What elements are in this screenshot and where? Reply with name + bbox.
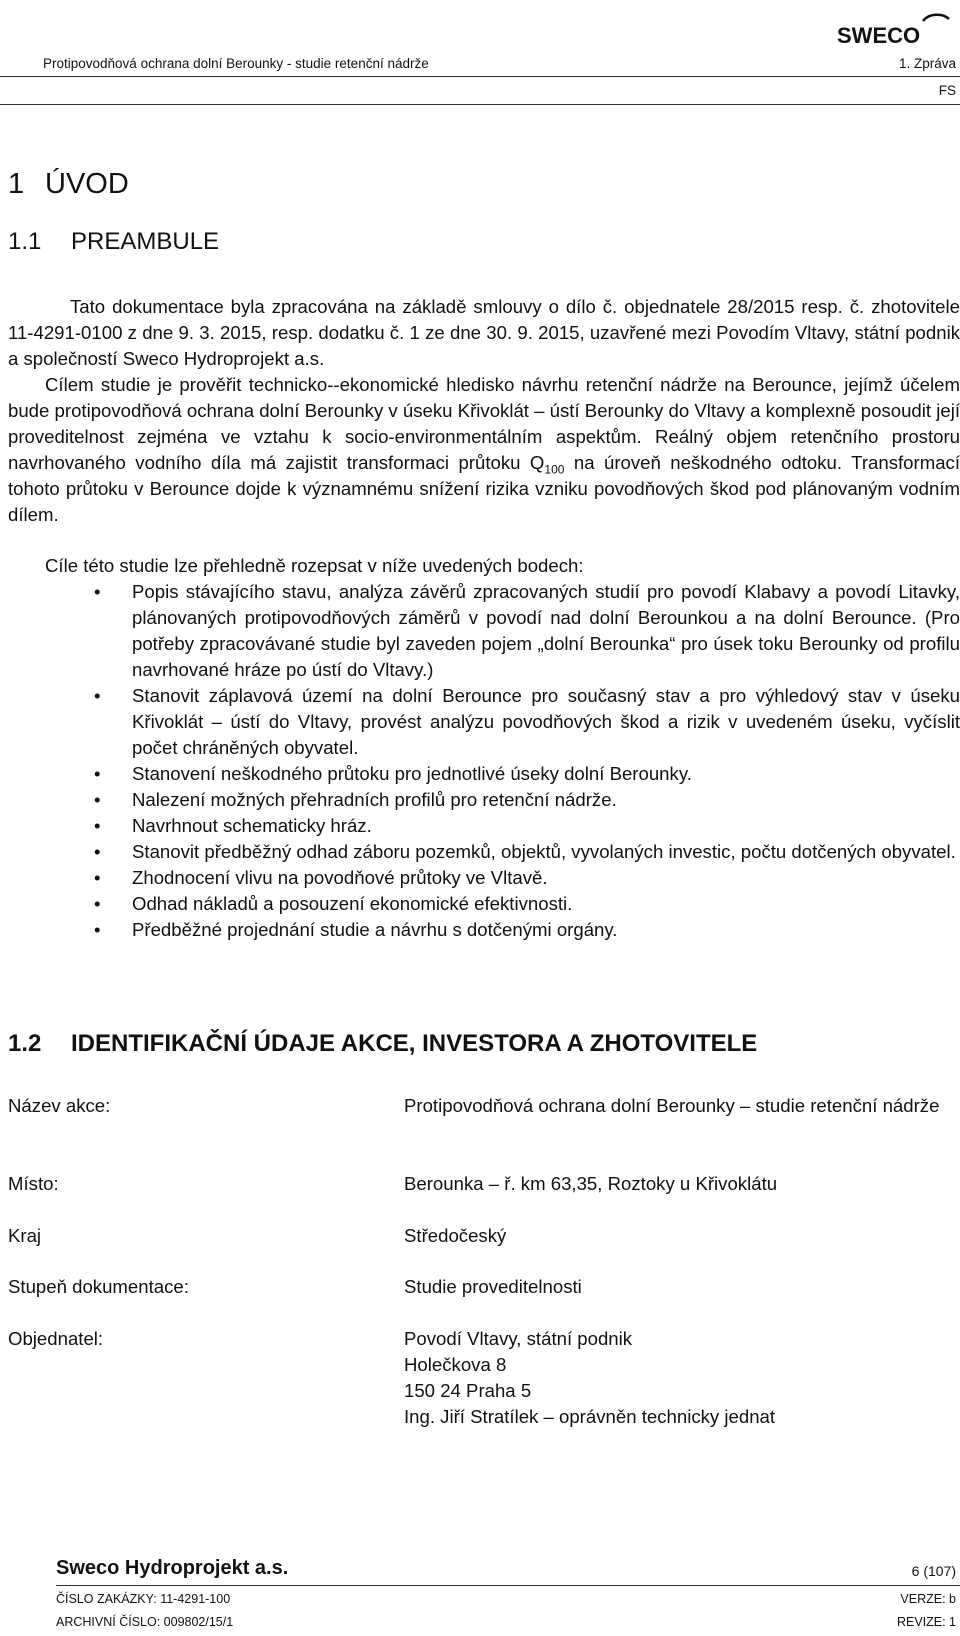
- paragraph-text-b: na úroveň neškodného odtoku. Transformací tohoto průtoku v Berounce dojde k významnému snížení rizika vzniku povodňových škod pod plánovaným vodním dílem.: [8, 452, 960, 525]
- flow-subscript: 100: [544, 462, 565, 477]
- row-value: Protipovodňová ochrana dolní Berounky – studie retenční nádrže: [404, 1095, 940, 1116]
- row-label: Stupeň dokumentace:: [8, 1276, 189, 1297]
- paragraph-text-a: Cílem studie je prověřit technicko--ekonomické hledisko návrhu retenční nádrže na Berounce, jejímž účelem bude protipovodňová ochrana dolní Berounky v úseku Křivoklát – ústí Berounky do Vltavy a komplexně posoudit její proveditelnost zejména ve vztahu k socio-environmentálním aspektům. Reálný objem retenčního prostoru navrhovaného vodního díla má zajistit transformaci průtoku Q: [8, 374, 960, 473]
- section-title: IDENTIFIKAČNÍ ÚDAJE AKCE, INVESTORA A ZHOTOVITELE: [71, 1030, 758, 1057]
- row-value: Berounka – ř. km 63,35, Roztoky u Křivoklátu: [404, 1173, 778, 1194]
- row-value: Středočeský: [404, 1225, 507, 1246]
- client-contact: Ing. Jiří Stratílek – oprávněn technicky jednat: [404, 1406, 776, 1427]
- bullet-icon: •: [94, 867, 101, 888]
- document-title: Protipovodňová ochrana dolní Berounky - studie retenční nádrže: [43, 56, 429, 71]
- bullet-icon: •: [94, 841, 101, 862]
- bullet-icon: •: [94, 815, 101, 836]
- list-item: • Navrhnout schematicky hráz.: [8, 813, 960, 839]
- row-value: Studie proveditelnosti: [404, 1276, 582, 1297]
- list-item: • Zhodnocení vlivu na povodňové průtoky ve Vltavě.: [8, 865, 960, 891]
- paragraph-objectives-intro: [8, 553, 960, 579]
- paragraph-goal: [8, 372, 960, 528]
- list-item: • Stanovit předběžný odhad záboru pozemků, objektů, vyvolaných investic, počtu dotčených obyvatel.: [8, 839, 960, 865]
- sweco-logo: [837, 12, 956, 46]
- page-number: 6 (107): [911, 1563, 956, 1579]
- sweco-logo-graphic: [837, 12, 956, 46]
- row-label: Kraj: [8, 1225, 42, 1246]
- contract-number: ČÍSLO ZAKÁZKY: 11-4291-100: [56, 1592, 231, 1606]
- row-value: [404, 1326, 958, 1430]
- chapter-heading: [8, 168, 129, 201]
- bullet-icon: •: [94, 581, 101, 602]
- footer-company: Sweco Hydroprojekt a.s.: [56, 1557, 289, 1579]
- author-code: FS: [938, 83, 956, 98]
- chapter-title: ÚVOD: [45, 168, 129, 200]
- revision-label: REVIZE: 1: [896, 1615, 956, 1629]
- bullet-icon: •: [94, 893, 101, 914]
- list-item: • Stanovit záplavová území na dolní Berounce pro současný stav a pro výhledový stav v úseku Křivoklát – ústí do Vltavy, provést analýzu povodňových škod a rizik v uvedeném úseku, vyčíslit počet chráněných obyvatel.: [94, 685, 960, 758]
- bullet-icon: •: [94, 789, 101, 810]
- bullet-icon: •: [94, 763, 101, 784]
- client-name: Povodí Vltavy, státní podnik: [404, 1328, 633, 1349]
- section-heading-identification: [8, 1030, 757, 1058]
- section-heading-preamble: [8, 228, 219, 256]
- archive-number: ARCHIVNÍ ČÍSLO: 009802/15/1: [56, 1615, 234, 1629]
- client-city: 150 24 Praha 5: [404, 1380, 532, 1401]
- section-number: 1.2: [8, 1030, 42, 1057]
- list-item: • Nalezení možných přehradních profilů pro retenční nádrže.: [8, 787, 960, 813]
- header-divider-lower: [0, 104, 960, 105]
- document-type: 1. Zpráva: [898, 56, 956, 71]
- version-label: VERZE: b: [900, 1592, 956, 1606]
- row-label: Místo:: [8, 1173, 59, 1194]
- section-number: 1.1: [8, 228, 42, 255]
- footer-divider: [56, 1585, 960, 1586]
- logo-text: SWECO: [837, 23, 921, 46]
- paragraph-contract: [8, 294, 960, 372]
- paragraph-text: Cíle této studie lze přehledně rozepsat v níže uvedených bodech:: [45, 555, 584, 576]
- chapter-number: 1: [8, 168, 25, 200]
- row-label: Název akce:: [8, 1095, 111, 1116]
- list-item: • Popis stávajícího stavu, analýza závěrů zpracovaných studií pro povodí Klabavy a povodí Litavky, plánovaných protipovodňových záměrů v povodí nad dolní Berounkou a na dolní Berounce. (Pro potřeby zpracovávané studie byl zaveden pojem „dolní Berounka“ pro úsek toku Berounky od profilu navrhované hráze po ústí do Vltavy.): [94, 581, 960, 680]
- list-item: • Odhad nákladů a posouzení ekonomické efektivnosti.: [8, 891, 960, 917]
- objectives-list: [8, 579, 960, 943]
- section-title: PREAMBULE: [71, 228, 220, 255]
- paragraph-text: Tato dokumentace byla zpracována na základě smlouvy o dílo č. objednatele 28/2015 resp. č. zhotovitele 11-4291-0100 z dne 9. 3. 2015, resp. dodatku č. 1 ze dne 30. 9. 2015, uzavřené mezi Povodím Vltavy, státní podnik a společností Sweco Hydroprojekt a.s.: [8, 296, 960, 369]
- list-item: • Předběžné projednání studie a návrhu s dotčenými orgány.: [8, 917, 960, 943]
- bullet-icon: •: [94, 919, 101, 940]
- header-divider: [0, 76, 960, 77]
- list-item: • Stanovení neškodného průtoku pro jednotlivé úseky dolní Berounky.: [8, 761, 960, 787]
- client-street: Holečkova 8: [404, 1354, 507, 1375]
- bullet-icon: •: [94, 685, 101, 706]
- row-label: Objednatel:: [8, 1328, 104, 1349]
